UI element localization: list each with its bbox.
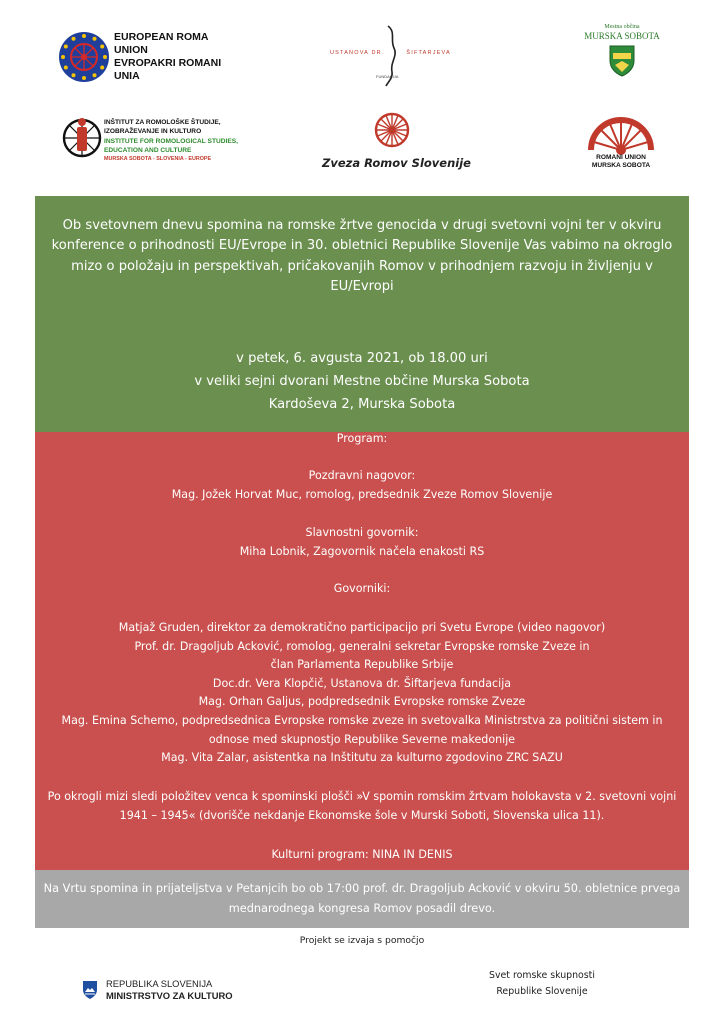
romani-union-name	[584, 154, 658, 170]
project-support-text: Projekt se izvaja s pomočjo	[299, 935, 425, 946]
council-line-2: Republike Slovenije	[496, 986, 588, 997]
institute-emblem-icon	[62, 114, 102, 170]
speaker-item: Matjaž Gruden, direktor za demokratično participacijo pri Svetu Evrope (video nagovor)	[118, 621, 606, 634]
ms-small-text: Mestna občina	[604, 24, 640, 30]
siftar-text-right: ŠIFTARJEVA	[406, 50, 451, 56]
inst-line-2: IZOBRAŽEVANJE IN KULTURO	[104, 128, 202, 136]
eu-stars-wheel-icon	[58, 31, 110, 83]
european-roma-union-logo	[58, 28, 238, 86]
program-heading: Program:	[336, 432, 388, 445]
event-details	[35, 347, 689, 416]
slovenia-shield-icon	[82, 980, 98, 1000]
institute-logo	[62, 110, 242, 176]
zveza-romov-logo	[322, 112, 471, 178]
speakers-list	[41, 619, 683, 768]
zveza-romov-name: Zveza Romov Slovenije	[322, 156, 471, 170]
institute-text	[104, 118, 238, 164]
ms-big-text: MURSKA SOBOTA	[584, 31, 660, 41]
ministry-line-1: REPUBLIKA SLOVENIJA	[106, 978, 213, 989]
council-line-1: Svet romske skupnosti	[489, 970, 595, 981]
siftar-foundation-logo	[326, 22, 456, 88]
event-venue: v veliki sejni dvorani Mestne občine Murska Sobota	[194, 374, 530, 389]
greeting-speaker: Mag. Jožek Horvat Muc, romolog, predsednik Zveze Romov Slovenije	[171, 488, 553, 501]
inst-line-5: MURSKA SOBOTA - SLOVENIA - EUROPE	[104, 156, 212, 163]
eru-line-2: EVROPAKRI ROMANI UNIA	[114, 57, 222, 82]
speaker-item: Mag. Vita Zalar, asistentka na Inštitutu za kulturno zgodovino ZRC SAZU	[161, 751, 563, 765]
inst-line-3: INSTITUTE FOR ROMOLOGICAL STUDIES,	[104, 137, 238, 145]
ministry-logo	[82, 975, 262, 1005]
romani-union-logo	[584, 110, 658, 180]
tree-planting-band	[35, 870, 689, 928]
siftar-text-left: USTANOVA DR.	[330, 50, 385, 56]
speaker-item: Prof. dr. Dragoljub Acković, romolog, generalni sekretar Evropske romske Zveze in član Parlamenta Republike Srbije	[134, 639, 590, 672]
ru-line-1: ROMANI UNION	[596, 154, 646, 161]
tree-planting-text: Na Vrtu spomina in prijateljstva v Petanjcih bo ob 17:00 prof. dr. Dragoljub Acković v okviru 50. obletnice prvega mednarodnega kongresa Romov posadil drevo.	[43, 882, 681, 915]
keynote-speaker: Miha Lobnik, Zagovornik načela enakosti RS	[239, 545, 485, 558]
roma-council-text	[460, 968, 624, 1000]
cultural-program: Kulturni program: NINA IN DENIS	[271, 848, 453, 861]
siftar-text	[330, 50, 451, 56]
speaker-item: Mag. Emina Schemo, podpredsednica Evropske romske zveze in svetovalka Ministrstva za politični sistem in odnose med skupnostjo Republike Severne makedonije	[61, 713, 663, 746]
speaker-item: Doc.dr. Vera Klopčič, Ustanova dr. Šiftarjeva fundacija	[212, 676, 512, 690]
event-address: Kardoševa 2, Murska Sobota	[268, 397, 456, 412]
siftar-small-text: FUNDACIJA	[376, 74, 399, 79]
wreath-laying: Po okrogli mizi sledi položitev venca k spominski plošči »V spomin romskim žrtvam holokavsta v 2. svetovni vojni 1941 – 1945« (dvorišče nekdanje Ekonomske šole v Murski Soboti, Slovenska ulica 11).	[47, 790, 677, 822]
invitation-intro: Ob svetovnem dnevu spomina na romske žrtve genocida v drugi svetovni vojni ter v okviru konference o prihodnosti EU/Evrope in 30. obletnici Republike Slovenije Vas vabimo na okroglo mizo o položaju in perspektivah, pričakovanjih Romov v prihodnjem razvoju in življenju v EU/Evropi	[51, 218, 673, 294]
murska-sobota-logo	[582, 24, 662, 96]
inst-line-4: EDUCATION AND CULTURE	[104, 146, 192, 154]
eru-line-1: EUROPEAN ROMA UNION	[114, 31, 209, 56]
coat-of-arms-icon	[609, 45, 635, 77]
keynote-label: Slavnostni govornik:	[305, 526, 419, 539]
program-band	[35, 432, 689, 870]
inst-line-1: INŠTITUT ZA ROMOLOŠKE ŠTUDIJE,	[104, 119, 221, 126]
ru-line-2: MURSKA SOBOTA	[591, 162, 651, 169]
invitation-band	[35, 196, 689, 432]
event-date: v petek, 6. avgusta 2021, ob 18.00 uri	[236, 351, 488, 366]
speaker-item: Mag. Orhan Galjus, podpredsednik Evropske romske Zveze	[198, 695, 526, 709]
roma-wheel-icon	[374, 112, 410, 148]
european-roma-union-name	[114, 31, 238, 83]
ministry-text	[106, 978, 233, 1002]
greeting-label: Pozdravni nagovor:	[308, 469, 416, 482]
speakers-label: Govorniki:	[333, 582, 391, 595]
ministry-line-2: MINISTRSTVO ZA KULTURO	[106, 990, 233, 1001]
